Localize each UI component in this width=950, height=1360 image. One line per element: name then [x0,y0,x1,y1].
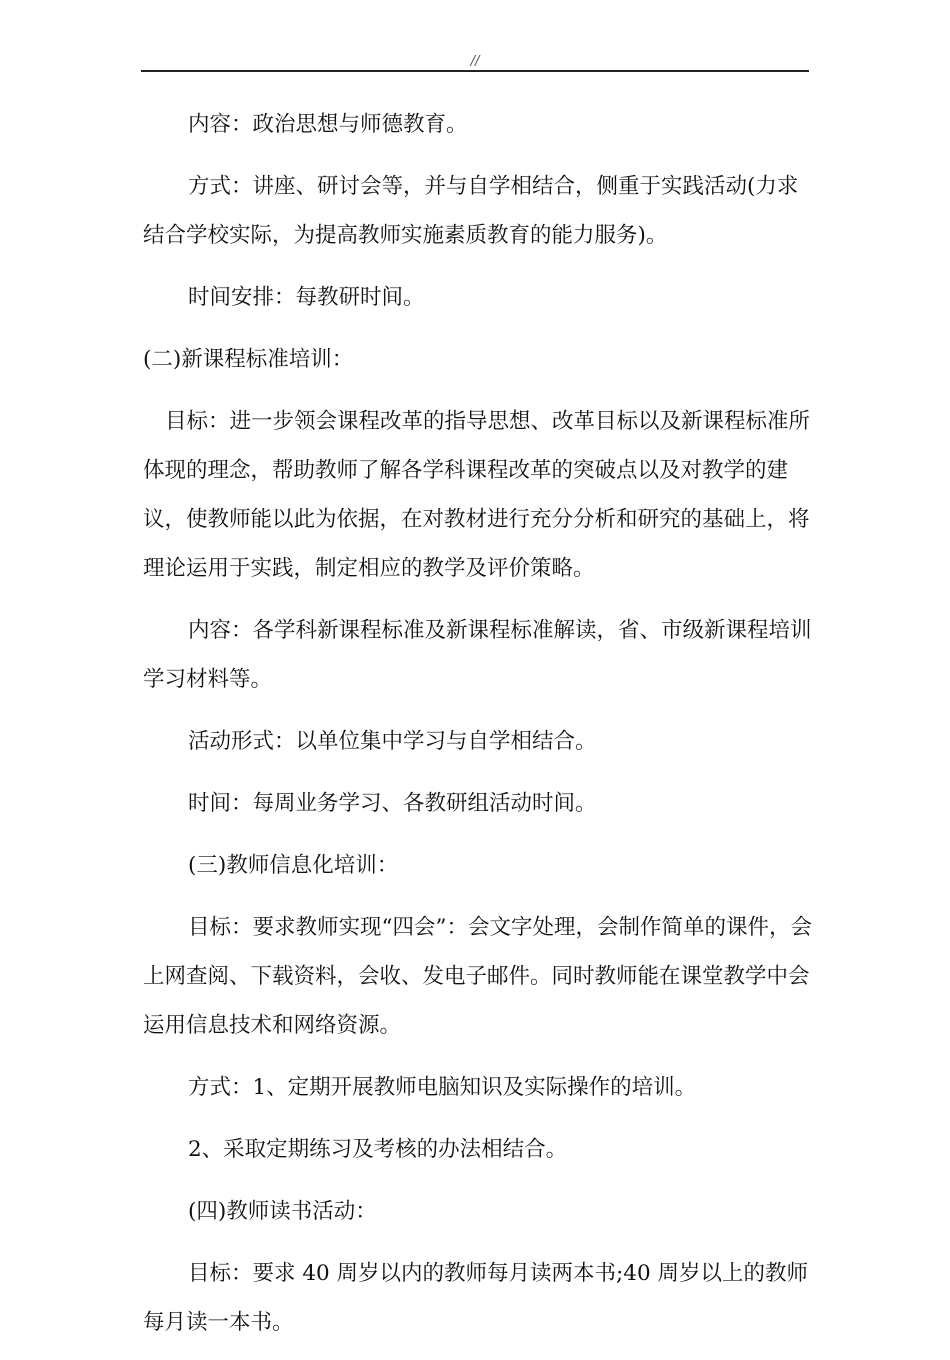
paragraph-activity-form: 活动形式：以单位集中学习与自学相结合。 [188,729,597,754]
header-mark: // [470,54,480,69]
paragraph-goal-reading: 目标：要求 40 周岁以内的教师每月读两本书;40 周岁以上的教师每月读一本书。 [143,1261,808,1335]
paragraph-method-computer: 方式：1、定期开展教师电脑知识及实际操作的培训。 [188,1075,697,1100]
section-heading-it-training: (三)教师信息化培训： [188,853,399,878]
section-heading-reading: (四)教师读书活动： [188,1199,377,1224]
paragraph-content-politics: 内容：政治思想与师德教育。 [188,112,468,137]
paragraph-goal-four-skills: 目标：要求教师实现“四会”：会文字处理，会制作简单的课件，会上网查阅、下载资料，会收、发电子邮件。同时教师能在课堂教学中会运用信息技术和网络资源。 [143,915,812,1038]
paragraph-time-weekly: 时间：每周业务学习、各教研组活动时间。 [188,791,597,816]
paragraph-method-practice: 2、采取定期练习及考核的办法相结合。 [188,1137,568,1162]
paragraph-method-lectures: 方式：讲座、研讨会等，并与自学相结合，侧重于实践活动(力求结合学校实际，为提高教师实施素质教育的能力服务)。 [143,174,799,248]
header-rule [141,70,809,72]
paragraph-time-schedule: 时间安排：每教研时间。 [188,285,425,310]
section-heading-curriculum: (二)新课程标准培训： [143,347,354,372]
paragraph-goal-curriculum: 目标：进一步领会课程改革的指导思想、改革目标以及新课程标准所体现的理念，帮助教师了解各学科课程改革的突破点以及对教学的建议，使教师能以此为依据，在对教材进行充分分析和研究的基础上，将理论运用于实践，制定相应的教学及评价策略。 [143,409,811,581]
document-body [143,100,815,1360]
paragraph-content-curriculum: 内容：各学科新课程标准及新课程标准解读，省、市级新课程培训学习材料等。 [143,618,812,692]
